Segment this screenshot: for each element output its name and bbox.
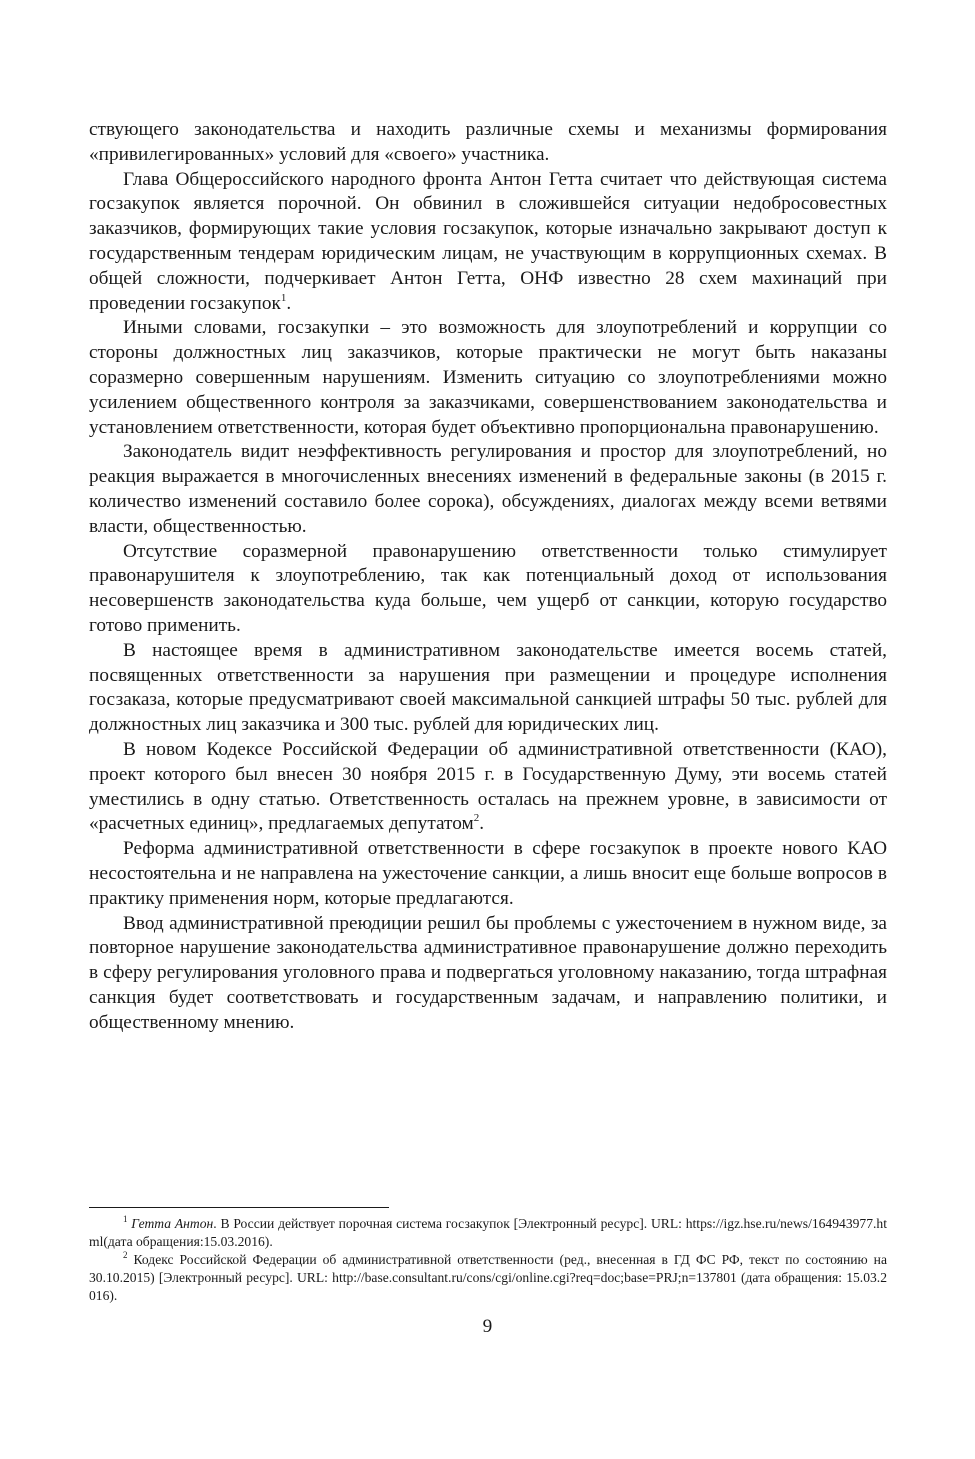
paragraph	[89, 540, 887, 639]
paragraph-text: ствующего законодательства и находить различные схемы и механизмы формирования «привилегированных» условий для «своего» участника.	[89, 119, 887, 165]
main-text	[89, 118, 887, 1035]
paragraph-text: Законодатель видит неэффективность регулирования и простор для злоупотреблений, но реакция выражается в многочисленных внесениях изменений в федеральные законы (в 2015 г. количество изменений составило более сорока), обсуждениях, диалогах между всеми ветвями власти, общественностью.	[89, 441, 887, 537]
footnote-ref-2[interactable]: 2	[473, 812, 480, 825]
paragraph	[89, 316, 887, 440]
footnote-url-link[interactable]: https://igz.hse.ru/news/164943977.html(дата обращения:15.03.2016).	[89, 1216, 887, 1249]
paragraph	[89, 912, 887, 1036]
footnote-text: Кодекс Российской Федерации об административной ответственности (ред., внесенная в ГД ФС РФ, текст по состоянию на 30.10.2015) [Электронный ресурс]. URL:	[89, 1252, 887, 1285]
paragraph	[89, 440, 887, 539]
footnote-mark: 1	[123, 1214, 128, 1224]
footnote-1	[89, 1215, 887, 1251]
footnote-divider	[89, 1207, 389, 1208]
paragraph-text: Отсутствие соразмерной правонарушению ответственности только стимулирует правонарушителя к злоупотреблению, так как потенциальный доход от использования несовершенств законодательства куда больше, чем ущерб от санкции, которую государство готово применить.	[89, 540, 887, 636]
paragraph-text: Иными словами, госзакупки – это возможность для злоупотреблений и коррупции со стороны должностных лиц заказчиков, которые практически не могут быть наказаны соразмерно совершенным нарушениям. Изменить ситуацию со злоупотреблениями можно усилением общественного контроля за заказчиками, совершенствованием законодательства и установлением ответственности, которая будет объективно пропорциональна правонарушению.	[89, 317, 887, 438]
paragraph-text: В настоящее время в административном законодательстве имеется восемь статей, посвященных ответственности за нарушения при размещении и процедуре исполнения госзаказа, которые предусматривают своей максимальной санкцией штрафы 50 тыс. рублей для должностных лиц заказчика и 300 тыс. рублей для юридических лиц.	[89, 639, 887, 736]
paragraph-text: Реформа административной ответственности в сфере госзакупок в проекте нового КАО несостоятельна и не направлена на ужесточение санкции, а лишь вносит еще больше вопросов в практику применения норм, которые предлагаются.	[89, 838, 887, 909]
paragraph-tail: .	[479, 813, 485, 835]
footnotes	[89, 1215, 887, 1305]
footnote-url-link[interactable]: http://base.consultant.ru/cons/cgi/online.cgi?req=doc;base=PRJ;n=137801 (дата обращения: 15.03.2016).	[89, 1270, 887, 1303]
footnote-text: . В России действует порочная система госзакупок [Электронный ресурс]. URL:	[213, 1216, 686, 1231]
paragraph-text: Глава Общероссийского народного фронта Антон Гетта считает что действующая система госзакупок является порочной. Он обвинил в сложившейся ситуации недобросовестных заказчиков, формирующих такие условия госзакупок, которые изначально закрывают доступ к государственным тендерам юридическим лицам, не участвующим в коррупционных схемах. В общей сложности, подчеркивает Антон Гетта, ОНФ известно 28 схем махинаций при проведении госзакупок	[89, 168, 887, 314]
footnote-ref-1[interactable]: 1	[280, 291, 287, 304]
footnote-author: Гетта Антон	[131, 1216, 214, 1231]
paragraph	[89, 837, 887, 911]
paragraph	[89, 639, 887, 738]
footnote-2	[89, 1251, 887, 1305]
paragraph-tail: .	[286, 292, 292, 314]
footnote-mark: 2	[123, 1250, 128, 1260]
paragraph	[89, 738, 887, 837]
paragraph-text: В новом Кодексе Российской Федерации об административной ответственности (КАО), проект которого был внесен 30 ноября 2015 г. в Государственную Думу, эти восемь статей уместились в одну статью. Ответственность осталась на прежнем уровне, в зависимости от «расчетных единиц», предлагаемых депутатом	[89, 738, 887, 835]
paragraph-continued	[89, 118, 887, 168]
page-number: 9	[482, 1316, 493, 1337]
paragraph	[89, 168, 887, 317]
paragraph-text: Ввод административной преюдиции решил бы проблемы с ужесточением в нужном виде, за повторное нарушение законодательства административное правонарушение должно переходить в сферу регулирования уголовного права и подвергаться уголовному наказанию, тогда штрафная санкция будет соответствовать и государственным задачам, и направлению политики, и общественному мнению.	[89, 912, 887, 1033]
